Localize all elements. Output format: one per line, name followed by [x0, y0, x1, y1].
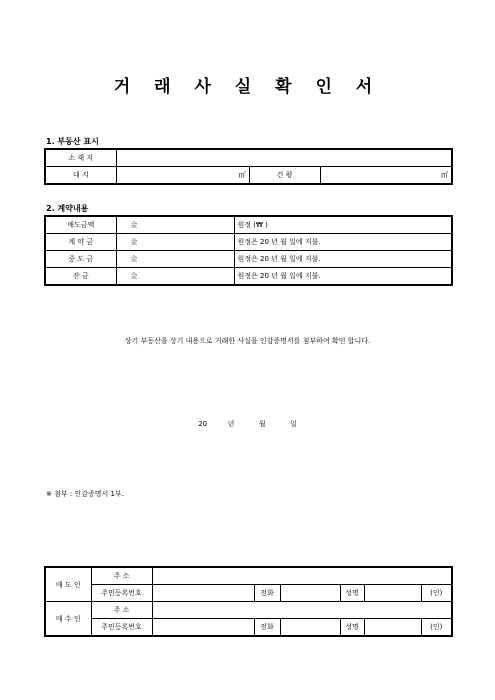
buyer-id-field[interactable] [152, 619, 254, 637]
land-label: 대 지 [45, 167, 116, 185]
date-month-suffix: 월 [258, 420, 266, 428]
seller-id-label: 주민등록번호 [91, 585, 152, 602]
date-year: 20 [198, 420, 208, 428]
seller-name-field[interactable] [364, 585, 421, 602]
building-unit: ㎡ [441, 171, 448, 179]
table-row [45, 268, 452, 286]
interim-text: 원정은 20 년 월 일에 지불. [234, 251, 452, 268]
buyer-phone-field[interactable] [280, 619, 340, 637]
seller-phone-field[interactable] [280, 585, 340, 602]
buyer-role: 매 수 인 [45, 602, 91, 637]
deposit-prefix: 金 [116, 234, 234, 251]
seller-role: 매 도 인 [45, 567, 91, 602]
buyer-seal: (인) [421, 619, 452, 637]
buyer-address-row [45, 602, 452, 619]
buyer-id-label: 주민등록번호 [91, 619, 152, 637]
deposit-text: 원정은 20 년 월 일에 지불. [234, 234, 452, 251]
buyer-name-field[interactable] [364, 619, 421, 637]
balance-prefix: 金 [116, 268, 234, 286]
property-table [44, 148, 453, 185]
seller-id-row [45, 585, 452, 602]
sale-amount-text: 원정 (₩ ) [234, 216, 452, 234]
interim-prefix: 金 [116, 251, 234, 268]
table-row [45, 251, 452, 268]
seller-address-label: 주 소 [91, 567, 152, 585]
table-row [45, 234, 452, 251]
interim-label: 중 도 금 [45, 251, 116, 268]
confirmation-statement: 상기 부동산을 상기 내용으로 거래한 사실을 인감증명서를 첨부하여 확인 합니다. [124, 337, 371, 345]
sale-amount-prefix: 金 [116, 216, 234, 234]
seller-phone-label: 전화 [254, 585, 280, 602]
section1-heading: 1. 부동산 표시 [46, 137, 99, 146]
seller-seal: (인) [421, 585, 452, 602]
deposit-label: 계 약 금 [45, 234, 116, 251]
land-unit: ㎡ [238, 171, 246, 179]
seller-address-row [45, 567, 452, 585]
buyer-address-field[interactable] [152, 602, 452, 619]
date-day-suffix: 일 [290, 420, 297, 428]
table-row [45, 216, 452, 234]
seller-id-field[interactable] [152, 585, 254, 602]
buyer-id-row [45, 619, 452, 637]
contract-table [44, 215, 453, 286]
balance-label: 잔 금 [45, 268, 116, 286]
building-label: 건 평 [249, 167, 320, 185]
land-value[interactable] [116, 167, 249, 185]
balance-text: 원정은 20 년 월 일에 지불. [234, 268, 452, 286]
buyer-name-label: 성명 [340, 619, 364, 637]
seller-name-label: 성명 [340, 585, 364, 602]
seller-address-field[interactable] [152, 567, 452, 585]
section2-heading: 2. 계약내용 [46, 204, 89, 213]
date-year-suffix: 년 [227, 420, 235, 428]
buyer-address-label: 주 소 [91, 602, 152, 619]
date-line [0, 419, 495, 429]
document-title: 거 래 사 실 확 인 서 [113, 77, 382, 97]
attachment-note: ※ 첨부 : 인감증명서 1부. [46, 490, 124, 498]
parties-table [44, 566, 453, 637]
location-value[interactable] [116, 149, 452, 167]
location-label: 소 재 지 [45, 149, 116, 167]
sale-amount-label: 매도금액 [45, 216, 116, 234]
buyer-phone-label: 전화 [254, 619, 280, 637]
building-value[interactable] [320, 167, 452, 185]
